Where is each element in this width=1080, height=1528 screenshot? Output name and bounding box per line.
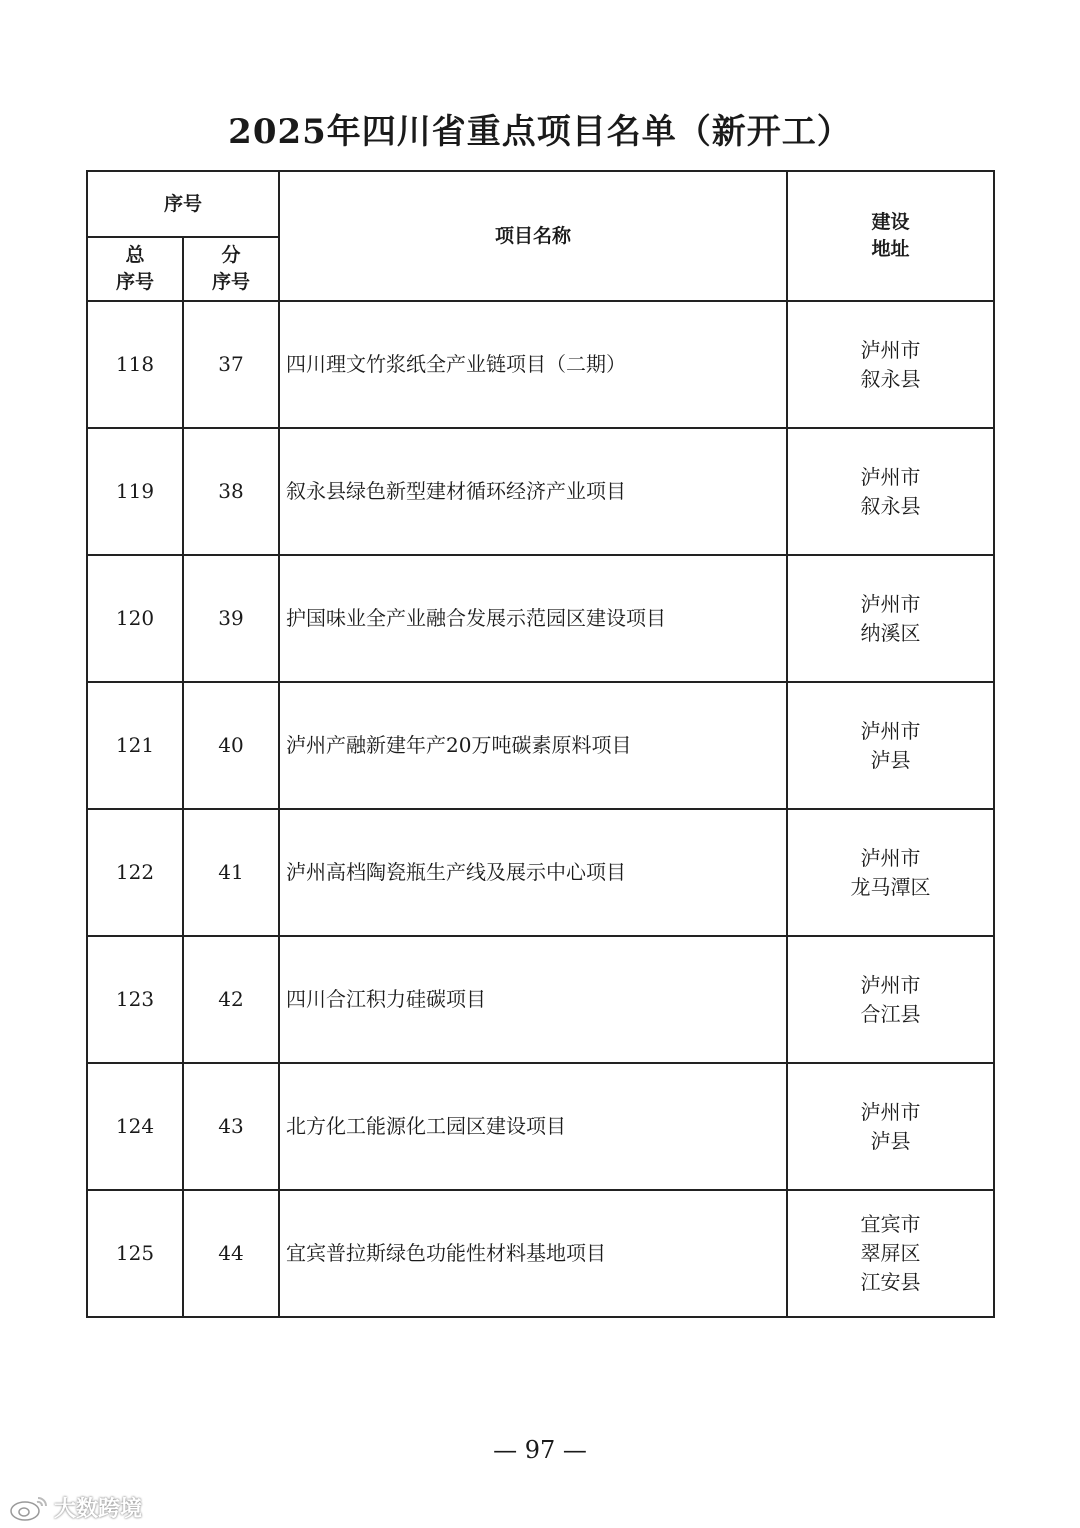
header-location-line: 地址 xyxy=(871,238,910,260)
sub-seq-cell: 42 xyxy=(183,936,279,1063)
location-cell xyxy=(787,936,994,1063)
project-name-cell: 北方化工能源化工园区建设项目 xyxy=(279,1063,787,1190)
header-sub-seq xyxy=(183,237,279,301)
sub-seq-cell: 39 xyxy=(183,555,279,682)
location-line: 泸州市 xyxy=(860,1099,921,1124)
header-location xyxy=(787,171,994,301)
location-cell xyxy=(787,682,994,809)
total-seq-cell: 123 xyxy=(87,936,183,1063)
sub-seq-cell: 40 xyxy=(183,682,279,809)
sub-seq-cell: 43 xyxy=(183,1063,279,1190)
table-row xyxy=(87,428,994,555)
location-cell xyxy=(787,809,994,936)
location-cell xyxy=(787,428,994,555)
header-sub-seq-line: 分 xyxy=(221,244,241,266)
total-seq-cell: 121 xyxy=(87,682,183,809)
location-line: 泸州市 xyxy=(860,337,921,362)
location-line: 泸州市 xyxy=(860,972,921,997)
location-line: 泸州市 xyxy=(860,845,921,870)
location-cell xyxy=(787,1190,994,1317)
sub-seq-cell: 38 xyxy=(183,428,279,555)
location-line: 纳溪区 xyxy=(860,620,921,645)
table-row xyxy=(87,555,994,682)
page-title: 2025年四川省重点项目名单（新开工） xyxy=(228,112,852,152)
project-name-cell: 护国味业全产业融合发展示范园区建设项目 xyxy=(279,555,787,682)
location-cell xyxy=(787,301,994,428)
location-line: 泸县 xyxy=(870,747,911,772)
location-cell xyxy=(787,555,994,682)
location-line: 宜宾市 xyxy=(860,1212,921,1236)
total-seq-cell: 122 xyxy=(87,809,183,936)
header-location-line: 建设 xyxy=(871,211,910,233)
location-line: 翠屏区 xyxy=(860,1241,921,1265)
total-seq-cell: 118 xyxy=(87,301,183,428)
project-name-cell: 叙永县绿色新型建材循环经济产业项目 xyxy=(279,428,787,555)
table-row xyxy=(87,936,994,1063)
weibo-logo-icon xyxy=(8,1494,50,1522)
header-sub-seq-line: 序号 xyxy=(212,271,251,293)
total-seq-cell: 120 xyxy=(87,555,183,682)
sub-seq-cell: 44 xyxy=(183,1190,279,1317)
sub-seq-cell: 37 xyxy=(183,301,279,428)
table-row xyxy=(87,1190,994,1317)
table-row xyxy=(87,1063,994,1190)
watermark-text: 大数跨境 xyxy=(54,1497,143,1522)
project-name-cell: 泸州产融新建年产20万吨碳素原料项目 xyxy=(279,682,787,809)
total-seq-cell: 125 xyxy=(87,1190,183,1317)
header-total-seq xyxy=(87,237,183,301)
project-name-cell: 四川合江积力硅碳项目 xyxy=(279,936,787,1063)
location-line: 叙永县 xyxy=(860,366,921,391)
project-name-cell: 宜宾普拉斯绿色功能性材料基地项目 xyxy=(279,1190,787,1317)
table-row xyxy=(87,809,994,936)
total-seq-cell: 124 xyxy=(87,1063,183,1190)
location-line: 泸县 xyxy=(870,1128,911,1153)
header-project-name: 项目名称 xyxy=(279,171,787,301)
location-line: 龙马潭区 xyxy=(850,874,931,899)
location-line: 江安县 xyxy=(860,1270,921,1294)
location-line: 泸州市 xyxy=(860,591,921,616)
table-row xyxy=(87,301,994,428)
header-seq-group: 序号 xyxy=(87,171,279,237)
watermark xyxy=(8,1492,142,1523)
projects-table xyxy=(86,170,995,1318)
header-total-seq-line: 序号 xyxy=(115,271,154,293)
location-cell xyxy=(787,1063,994,1190)
page-number: — 97 — xyxy=(493,1436,587,1464)
header-total-seq-line: 总 xyxy=(125,244,145,266)
location-line: 叙永县 xyxy=(860,493,921,518)
project-name-cell: 四川理文竹浆纸全产业链项目（二期） xyxy=(279,301,787,428)
location-line: 泸州市 xyxy=(860,464,921,489)
location-line: 合江县 xyxy=(860,1001,921,1026)
location-line: 泸州市 xyxy=(860,718,921,743)
total-seq-cell: 119 xyxy=(87,428,183,555)
sub-seq-cell: 41 xyxy=(183,809,279,936)
project-name-cell: 泸州高档陶瓷瓶生产线及展示中心项目 xyxy=(279,809,787,936)
table-row xyxy=(87,682,994,809)
